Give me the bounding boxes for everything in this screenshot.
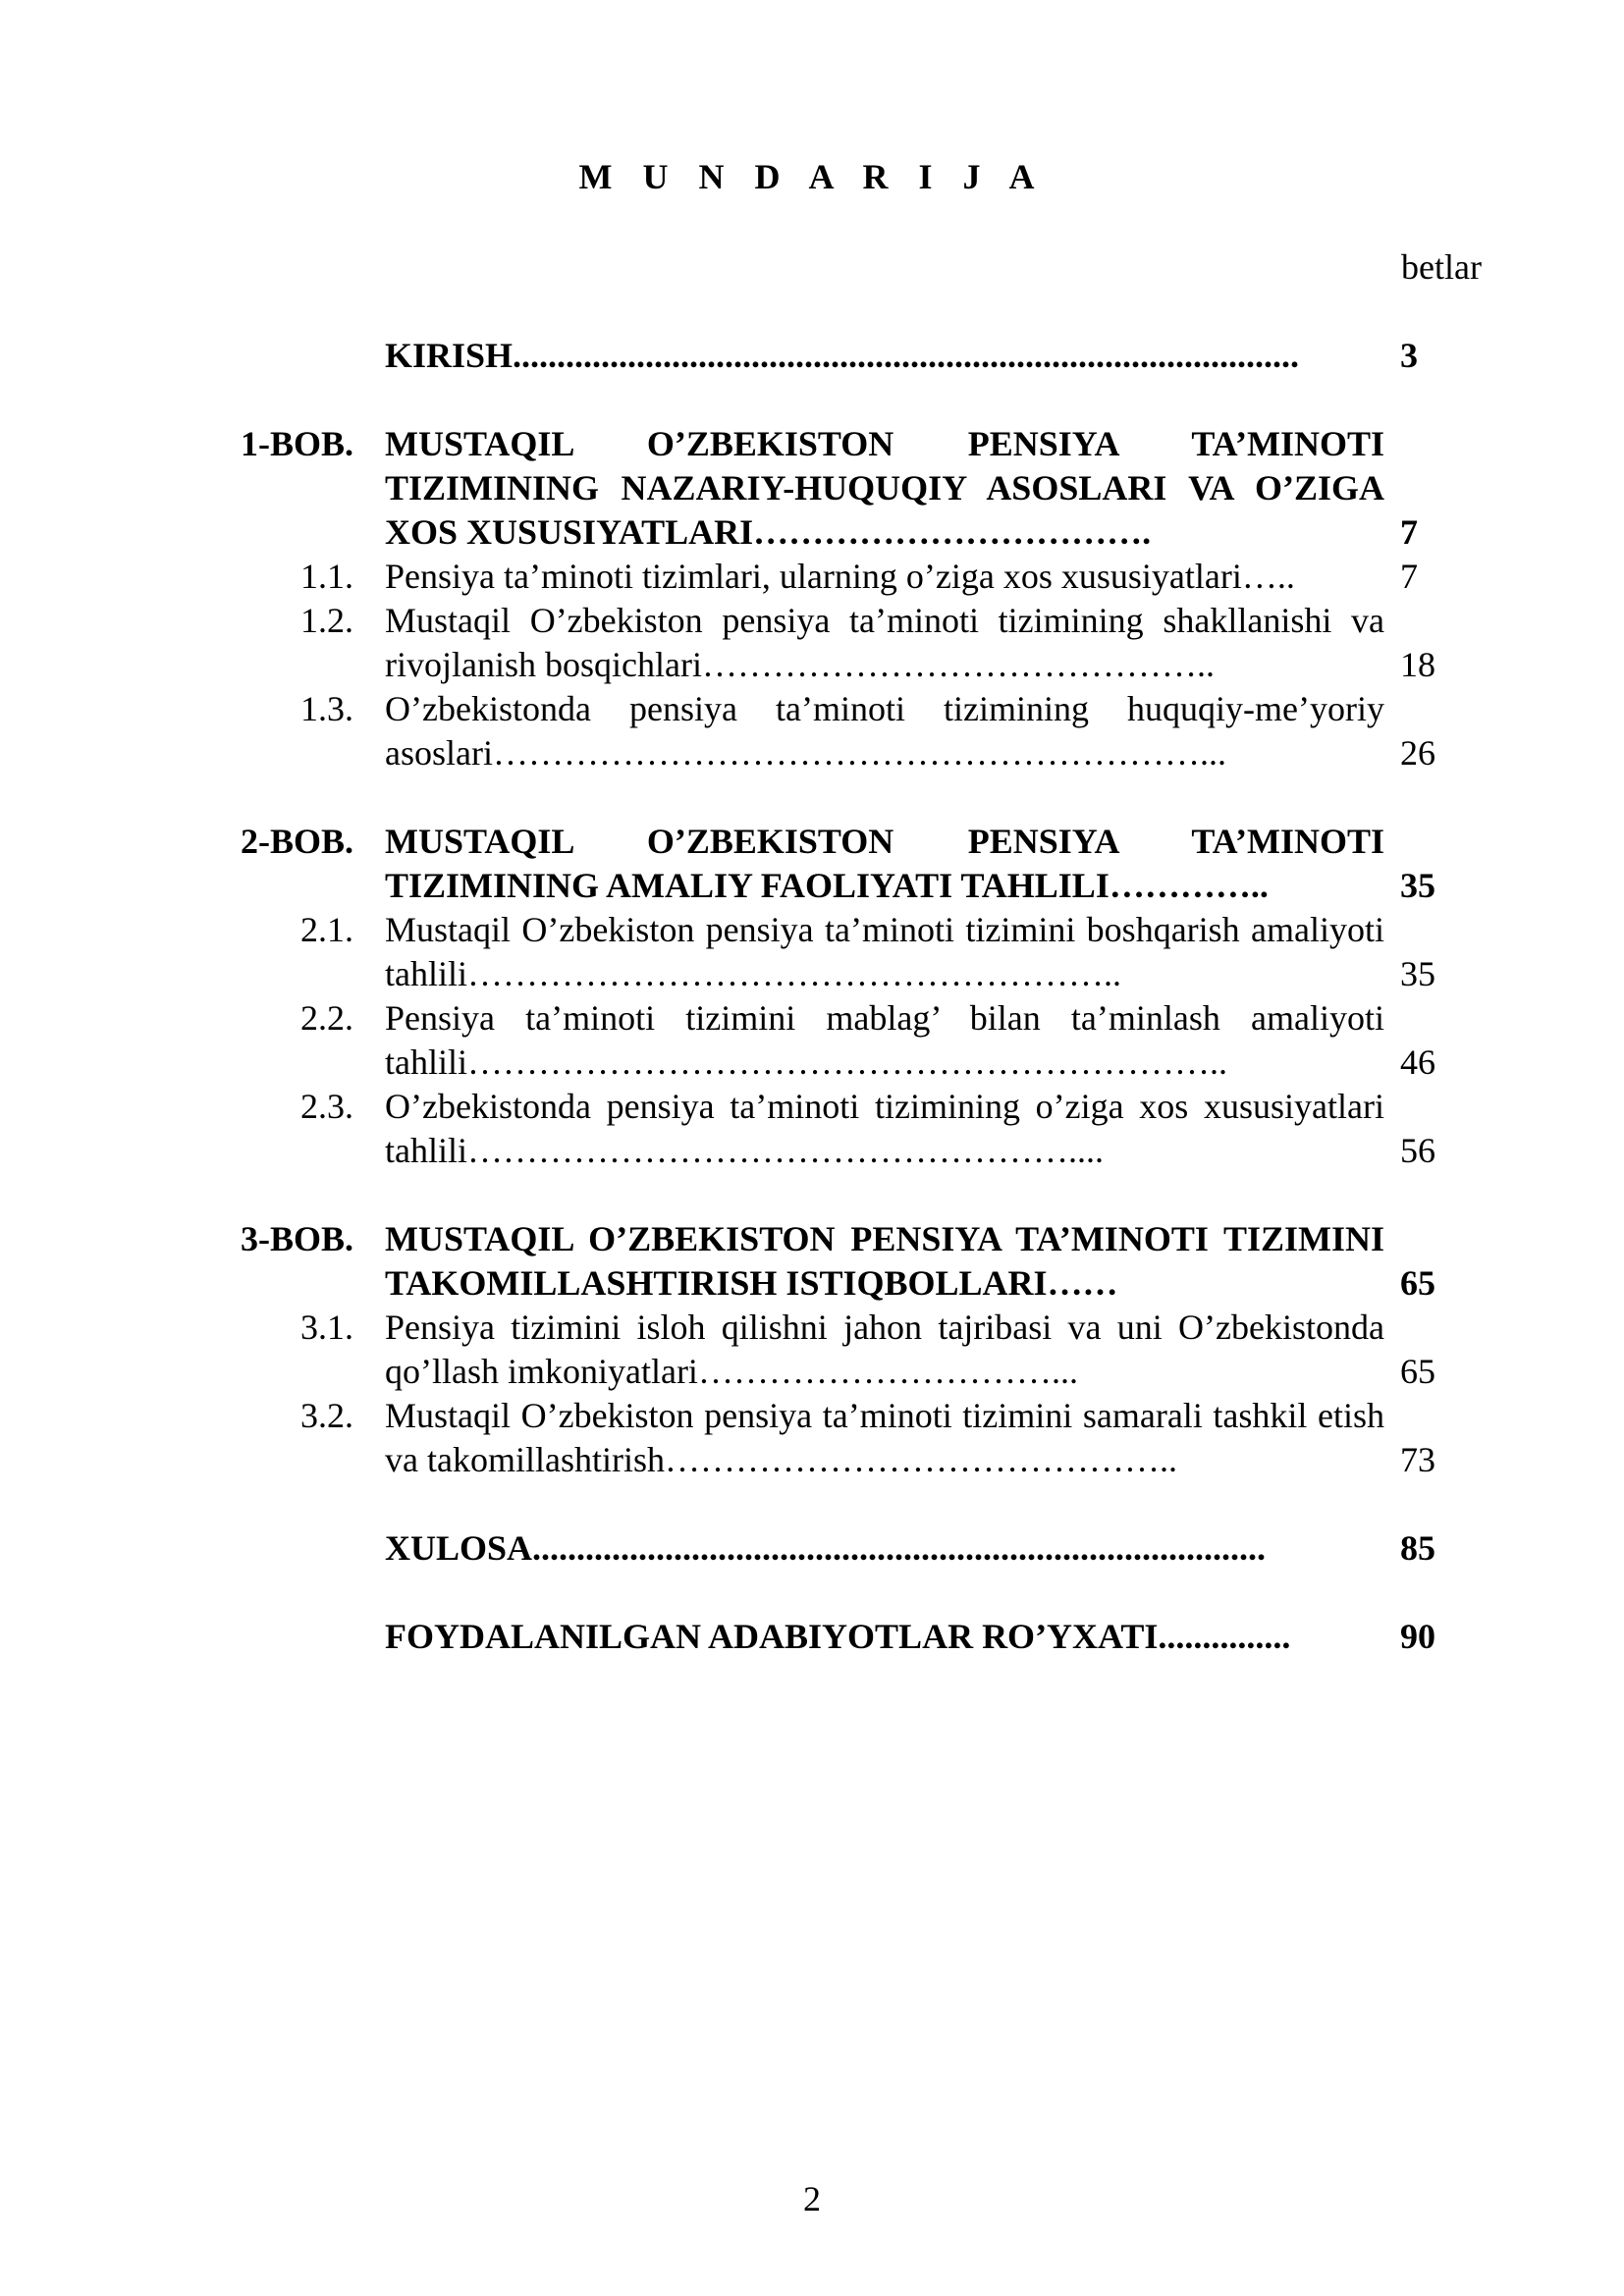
toc-entry-title: MUSTAQIL O’ZBEKISTON PENSIYA TA’MINOTI TIZIMINING NAZARIY-HUQUQIY ASOSLARI VA O’ZIGA XOS XUSUSIYATLARI……………………………. [385, 424, 1384, 552]
toc-entry-intro[interactable] [0, 334, 1624, 378]
pages-column-heading: betlar [1401, 247, 1482, 287]
toc-entry-number: 3.2. [300, 1396, 353, 1435]
toc-entry-number: 2-BOB. [240, 822, 353, 861]
toc-entry-title: Mustaqil O’zbekiston pensiya ta’minoti tizimini samarali tashkil etish va takomillashtirish…………………………………….. [385, 1396, 1384, 1479]
toc-spacer [0, 775, 1624, 820]
toc-entry-section-3-2[interactable] [0, 1394, 1624, 1482]
toc-entry-title: FOYDALANILGAN ADABIYOTLAR RO’YXATI............... [385, 1617, 1291, 1656]
toc-entry-page: 35 [1400, 954, 1435, 993]
toc-entry-title: O’zbekistonda pensiya ta’minoti tizimining o’ziga xos xususiyatlari tahlili…………………………………………….... [385, 1087, 1384, 1170]
toc-entry-title: MUSTAQIL O’ZBEKISTON PENSIYA TA’MINOTI TIZIMINING AMALIY FAOLIYATI TAHLILI………….. [385, 822, 1384, 905]
toc-entry-page: 73 [1400, 1440, 1435, 1479]
toc-entry-page: 65 [1400, 1263, 1435, 1303]
toc-entry-number: 3.1. [300, 1308, 353, 1347]
toc-entry-page: 65 [1400, 1352, 1435, 1391]
toc-entry-conclusion[interactable] [0, 1526, 1624, 1571]
toc-entry-title: O’zbekistonda pensiya ta’minoti tizimining huquqiy-me’yoriy asoslari……………………………………………………... [385, 689, 1384, 773]
toc-spacer [0, 1173, 1624, 1217]
toc-entry-section-1-2[interactable] [0, 599, 1624, 687]
toc-entry-page: 90 [1400, 1617, 1435, 1656]
toc-entry-section-3-1[interactable] [0, 1306, 1624, 1394]
toc-entry-title: Pensiya ta’minoti tizimlari, ularning o’ziga xos xususiyatlari….. [385, 557, 1295, 596]
toc-entry-number: 1.3. [300, 689, 353, 728]
toc-entry-page: 85 [1400, 1528, 1435, 1568]
toc-spacer [0, 1571, 1624, 1615]
toc-entry-page: 26 [1400, 733, 1435, 773]
toc-entry-section-2-1[interactable] [0, 908, 1624, 996]
toc-entry-title: Pensiya ta’minoti tizimini mablag’ bilan ta’minlash amaliyoti tahlili……………………………………………………….. [385, 998, 1384, 1082]
toc-entry-number: 3-BOB. [240, 1219, 353, 1258]
toc-entry-page: 35 [1400, 866, 1435, 905]
toc-entry-references[interactable] [0, 1615, 1624, 1659]
toc-spacer [0, 1482, 1624, 1526]
toc-entry-chapter-2[interactable] [0, 820, 1624, 908]
toc-entry-number: 2.3. [300, 1087, 353, 1126]
toc-entry-page: 7 [1400, 512, 1418, 552]
toc-entry-title: Pensiya tizimini isloh qilishni jahon tajribasi va uni O’zbekistonda qo’llash imkoniyatlari…………………………... [385, 1308, 1384, 1391]
toc-entry-number: 1.2. [300, 601, 353, 640]
toc-entry-page: 7 [1400, 557, 1418, 596]
page-number: 2 [803, 2179, 821, 2218]
toc-entry-title: MUSTAQIL O’ZBEKISTON PENSIYA TA’MINOTI TIZIMINI TAKOMILLASHTIRISH ISTIQBOLLARI…… [385, 1219, 1384, 1303]
table-of-contents [0, 334, 1624, 1659]
toc-entry-page: 18 [1400, 645, 1435, 684]
toc-entry-section-1-3[interactable] [0, 687, 1624, 775]
toc-entry-number: 2.1. [300, 910, 353, 949]
toc-entry-section-2-2[interactable] [0, 996, 1624, 1085]
toc-entry-page: 3 [1400, 336, 1418, 375]
toc-entry-page: 56 [1400, 1131, 1435, 1170]
toc-spacer [0, 378, 1624, 422]
toc-entry-title: XULOSA................................................................................... [385, 1528, 1267, 1568]
toc-entry-section-1-1[interactable] [0, 555, 1624, 599]
toc-entry-number: 1-BOB. [240, 424, 353, 463]
toc-entry-number: 1.1. [300, 557, 353, 596]
toc-entry-title: Mustaqil O’zbekiston pensiya ta’minoti tizimining shakllanishi va rivojlanish bosqichlari…………………………………….. [385, 601, 1384, 684]
toc-entry-number: 2.2. [300, 998, 353, 1038]
page-title: M U N D A R I J A [578, 157, 1046, 196]
toc-entry-title: KIRISH......................................................................................... [385, 336, 1300, 375]
toc-entry-section-2-3[interactable] [0, 1085, 1624, 1173]
toc-entry-page: 46 [1400, 1042, 1435, 1082]
toc-entry-chapter-3[interactable] [0, 1217, 1624, 1306]
toc-entry-chapter-1[interactable] [0, 422, 1624, 555]
toc-entry-title: Mustaqil O’zbekiston pensiya ta’minoti tizimini boshqarish amaliyoti tahlili……………………………………………….. [385, 910, 1384, 993]
